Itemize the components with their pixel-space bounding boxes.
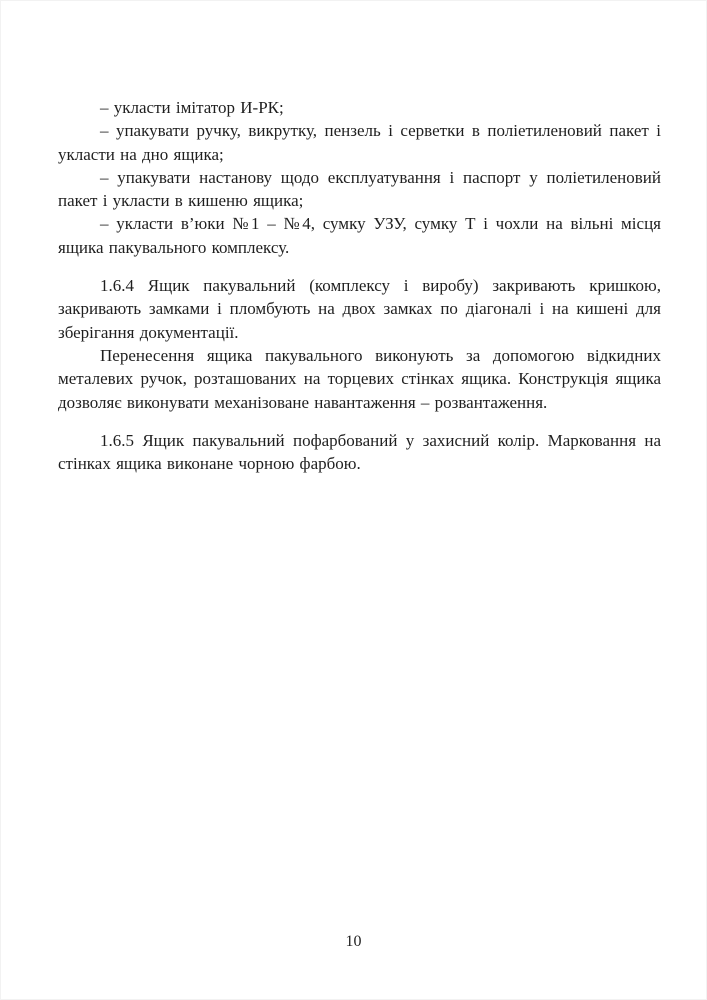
list-item-pack-bags: – укласти в’юки №1 – №4, сумку УЗУ, сумку Т і чохли на вільні місця ящика пакувального комплексу. [58,214,661,257]
list-item-pack-tools: – упакувати ручку, викрутку, пензель і серветки в поліетиленовий пакет і укласти на дно ящика; [58,121,661,164]
page-content [58,96,661,475]
paragraph-carrying: Перенесення ящика пакувального виконують за допомогою відкидних металевих ручок, розташованих на торцевих стінках ящика. Конструкція ящика дозволяє виконувати механізоване навантаження – розвантаження. [58,345,661,412]
list-item-pack-manual: – упакувати настанову щодо експлуатування і паспорт у поліетиленовий пакет і укласти в кишеню ящика; [58,167,661,211]
page-number: 10 [345,933,362,950]
paragraph-1-6-5: 1.6.5 Ящик пакувальний пофарбований у захисний колір. Марковання на стінках ящика виконане чорною фарбою. [58,430,661,474]
paragraph-1-6-4: 1.6.4 Ящик пакувальний (комплексу і виробу) закривають кришкою, закривають замками і пломбують на двох замках по діагоналі і на кишені для зберігання документації. [58,276,661,342]
list-item-imitator: – укласти імітатор И-РК; [100,98,284,117]
